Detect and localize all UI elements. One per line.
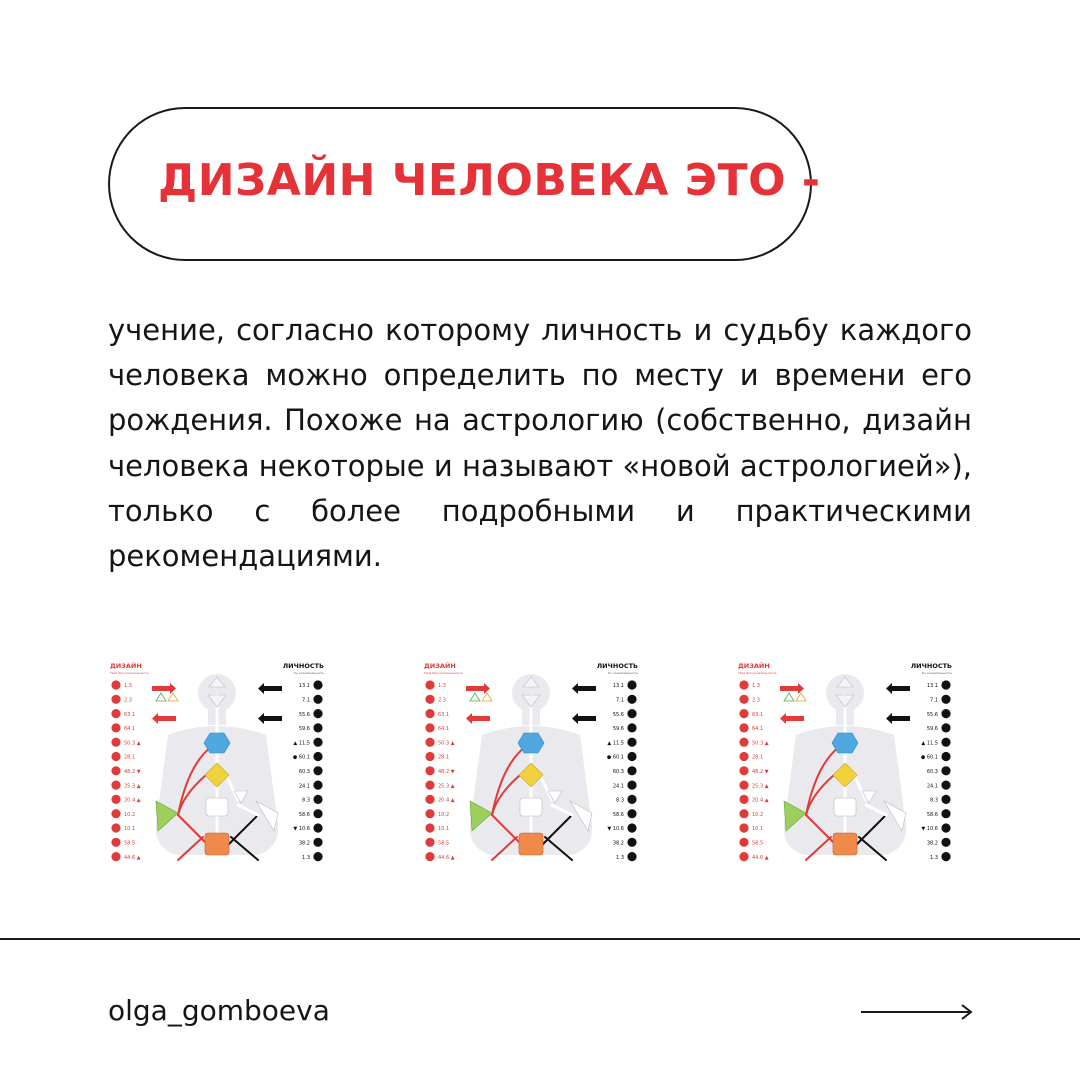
design-planet-icon [739, 823, 748, 832]
personality-planet-icon [313, 695, 322, 704]
design-gate-value: 10.2 [438, 811, 450, 818]
personality-planet-icon [941, 738, 950, 747]
triangle-icon [168, 693, 178, 701]
personality-planet-icon [313, 795, 322, 804]
design-planet-icon [739, 838, 748, 847]
design-arrow-icon [780, 683, 804, 694]
design-planet-icon [739, 795, 748, 804]
design-heading: ДИЗАЙН [110, 662, 142, 670]
design-planet-icon [111, 823, 120, 832]
personality-arrow-icon [886, 683, 910, 694]
design-gate-value: 10.1 [752, 826, 764, 833]
personality-planet-icon [941, 781, 950, 790]
personality-planet-icon [627, 695, 636, 704]
arrow-right-icon[interactable] [860, 1000, 974, 1024]
personality-gate-value: ▼ 10.6 [607, 826, 624, 833]
design-planet-icon [425, 809, 434, 818]
personality-planet-icon [941, 766, 950, 775]
bodygraph-chart [108, 655, 326, 870]
design-planet-icon [111, 795, 120, 804]
personality-planet-icon [941, 838, 950, 847]
personality-planet-icon [627, 723, 636, 732]
personality-gate-value: 38.2 [926, 840, 938, 847]
design-planet-icon [739, 738, 748, 747]
personality-gate-value: 8.3 [616, 797, 624, 804]
personality-gate-value: 58.6 [612, 811, 624, 818]
personality-gate-value: ▲ 11.5 [293, 740, 310, 747]
design-gate-value: 58.5 [438, 840, 450, 847]
design-planet-icon [111, 680, 120, 689]
personality-gate-value: 8.3 [930, 797, 938, 804]
design-heading: ДИЗАЙН [424, 662, 456, 670]
personality-gate-value: 13.1 [926, 683, 938, 690]
personality-arrow-icon [572, 683, 596, 694]
design-planet-icon [425, 738, 434, 747]
personality-gate-value: 59.6 [612, 726, 624, 733]
design-gate-value: 20.4 ▲ [752, 797, 769, 804]
design-planet-icon [739, 695, 748, 704]
personality-planet-icon [313, 752, 322, 761]
personality-gate-value: 59.6 [926, 726, 938, 733]
personality-gate-value: 55.6 [298, 711, 310, 718]
design-planet-icon [425, 766, 434, 775]
design-planet-icon [425, 695, 434, 704]
root-middle-center [520, 798, 542, 816]
bodygraph-chart [422, 655, 640, 870]
root-center [519, 833, 543, 855]
personality-planet-icon [941, 680, 950, 689]
design-gate-value: 44.6 ▲ [124, 854, 141, 861]
description-text: учение, согласно которому личность и судьбу каждого человека можно определить по месту и времени его рождения. Похоже на астрологию (собственно, дизайн человека некоторые и называют «новой астрологией»), только с более подробными и практическими рекомендациями. [108, 313, 972, 574]
design-gate-value: 58.5 [124, 840, 136, 847]
personality-gate-value: 59.6 [298, 726, 310, 733]
personality-planet-icon [313, 823, 322, 832]
personality-planet-icon [627, 709, 636, 718]
design-planet-icon [739, 852, 748, 861]
design-planet-icon [425, 852, 434, 861]
design-planet-icon [111, 738, 120, 747]
design-arrow-icon [152, 683, 176, 694]
personality-gate-value: 24.1 [612, 783, 624, 790]
bodygraph-chart [736, 655, 954, 870]
personality-gate-value: 8.3 [302, 797, 310, 804]
personality-gate-value: 7.1 [616, 697, 624, 704]
design-planet-icon [739, 723, 748, 732]
personality-gate-value: 7.1 [930, 697, 938, 704]
design-planet-icon [425, 838, 434, 847]
design-gate-value: 20.4 ▲ [438, 797, 455, 804]
design-gate-value: 28.1 [438, 754, 450, 761]
design-gate-value: 28.1 [124, 754, 136, 761]
personality-gate-value: 55.6 [612, 711, 624, 718]
design-planet-icon [111, 838, 120, 847]
design-planet-icon [739, 781, 748, 790]
personality-heading: ЛИЧНОСТЬ [596, 662, 638, 670]
personality-gate-value: ▼ 10.6 [921, 826, 938, 833]
footer-divider [0, 938, 1080, 940]
design-gate-value: 10.1 [438, 826, 450, 833]
personality-arrow-icon [572, 713, 596, 724]
personality-planet-icon [941, 795, 950, 804]
design-gate-value: 10.1 [124, 826, 136, 833]
triangle-icon [156, 693, 166, 701]
personality-planet-icon [627, 852, 636, 861]
personality-planet-icon [941, 709, 950, 718]
design-gate-value: 25.3 ▲ [438, 783, 455, 790]
design-subheading: Твоя бессознательность [424, 671, 463, 675]
design-gate-value: 2.3 [438, 697, 446, 704]
design-gate-value: 50.3 ▲ [124, 740, 141, 747]
design-gate-value: 1.3 [438, 683, 446, 690]
throat-center [832, 733, 858, 753]
design-planet-icon [425, 781, 434, 790]
design-planet-icon [425, 752, 434, 761]
throat-center [518, 733, 544, 753]
personality-planet-icon [313, 809, 322, 818]
root-center [205, 833, 229, 855]
design-planet-icon [111, 709, 120, 718]
personality-planet-icon [941, 695, 950, 704]
design-planet-icon [425, 680, 434, 689]
personality-planet-icon [941, 752, 950, 761]
design-gate-value: 2.3 [752, 697, 760, 704]
design-planet-icon [111, 809, 120, 818]
personality-gate-value: 7.1 [302, 697, 310, 704]
triangle-icon [784, 693, 794, 701]
design-arrow-icon [466, 713, 490, 724]
personality-planet-icon [313, 738, 322, 747]
design-gate-value: 63.1 [752, 711, 764, 718]
design-gate-value: 25.3 ▲ [752, 783, 769, 790]
personality-subheading: Ты сознательность [293, 671, 324, 675]
personality-planet-icon [313, 766, 322, 775]
design-heading: ДИЗАЙН [738, 662, 770, 670]
personality-gate-value: 58.6 [926, 811, 938, 818]
design-gate-value: 1.3 [124, 683, 132, 690]
throat-center [204, 733, 230, 753]
page-title: ДИЗАЙН ЧЕЛОВЕКА ЭТО - [158, 155, 821, 206]
design-planet-icon [425, 709, 434, 718]
design-gate-value: 64.1 [124, 726, 136, 733]
design-gate-value: 1.3 [752, 683, 760, 690]
design-gate-value: 58.5 [752, 840, 764, 847]
personality-planet-icon [627, 766, 636, 775]
design-arrow-icon [780, 713, 804, 724]
personality-subheading: Ты сознательность [921, 671, 952, 675]
personality-planet-icon [627, 838, 636, 847]
triangle-icon [482, 693, 492, 701]
personality-planet-icon [313, 680, 322, 689]
design-planet-icon [111, 752, 120, 761]
design-planet-icon [425, 823, 434, 832]
design-planet-icon [111, 852, 120, 861]
design-arrow-icon [466, 683, 490, 694]
design-planet-icon [739, 752, 748, 761]
personality-gate-value: 1.3 [302, 854, 310, 861]
personality-gate-value: ▲ 11.5 [607, 740, 624, 747]
author-handle: olga_gomboeva [108, 994, 330, 1027]
root-middle-center [206, 798, 228, 816]
bodygraph-row [108, 655, 972, 870]
triangle-icon [796, 693, 806, 701]
design-gate-value: 64.1 [752, 726, 764, 733]
personality-gate-value: ▲ 11.5 [921, 740, 938, 747]
personality-planet-icon [313, 781, 322, 790]
design-gate-value: 48.2 ▼ [438, 769, 455, 775]
personality-planet-icon [627, 738, 636, 747]
personality-heading: ЛИЧНОСТЬ [282, 662, 324, 670]
bodygraph-image [108, 655, 326, 870]
personality-planet-icon [941, 809, 950, 818]
design-subheading: Твоя бессознательность [110, 671, 149, 675]
design-gate-value: 28.1 [752, 754, 764, 761]
root-middle-center [834, 798, 856, 816]
personality-planet-icon [313, 838, 322, 847]
design-gate-value: 10.2 [752, 811, 764, 818]
personality-gate-value: 24.1 [926, 783, 938, 790]
personality-subheading: Ты сознательность [607, 671, 638, 675]
personality-gate-value: 24.1 [298, 783, 310, 790]
personality-planet-icon [627, 809, 636, 818]
personality-arrow-icon [258, 713, 282, 724]
design-gate-value: 50.3 ▲ [438, 740, 455, 747]
personality-gate-value: 55.6 [926, 711, 938, 718]
personality-gate-value: 1.3 [616, 854, 624, 861]
design-gate-value: 20.4 ▲ [124, 797, 141, 804]
bodygraph-image [422, 655, 640, 870]
design-gate-value: 64.1 [438, 726, 450, 733]
design-planet-icon [739, 709, 748, 718]
design-gate-value: 25.3 ▲ [124, 783, 141, 790]
personality-heading: ЛИЧНОСТЬ [910, 662, 952, 670]
design-gate-value: 44.6 ▲ [752, 854, 769, 861]
personality-planet-icon [313, 852, 322, 861]
personality-gate-value: 1.3 [930, 854, 938, 861]
design-gate-value: 48.2 ▼ [124, 769, 141, 775]
personality-gate-value: 58.6 [298, 811, 310, 818]
personality-gate-value: 38.2 [612, 840, 624, 847]
design-planet-icon [111, 695, 120, 704]
personality-gate-value: 13.1 [298, 683, 310, 690]
design-gate-value: 63.1 [438, 711, 450, 718]
personality-arrow-icon [258, 683, 282, 694]
design-planet-icon [739, 766, 748, 775]
personality-gate-value: ● 60.1 [606, 754, 624, 761]
design-subheading: Твоя бессознательность [738, 671, 777, 675]
design-planet-icon [739, 680, 748, 689]
title-pill [108, 107, 821, 261]
personality-gate-value: 60.3 [926, 769, 938, 775]
personality-planet-icon [627, 795, 636, 804]
personality-arrow-icon [886, 713, 910, 724]
personality-gate-value: ▼ 10.6 [293, 826, 310, 833]
design-planet-icon [111, 766, 120, 775]
design-planet-icon [739, 809, 748, 818]
personality-planet-icon [313, 709, 322, 718]
personality-gate-value: 38.2 [298, 840, 310, 847]
design-planet-icon [425, 795, 434, 804]
design-gate-value: 63.1 [124, 711, 136, 718]
design-gate-value: 10.2 [124, 811, 136, 818]
personality-planet-icon [627, 680, 636, 689]
root-center [833, 833, 857, 855]
triangle-icon [470, 693, 480, 701]
design-planet-icon [111, 723, 120, 732]
personality-planet-icon [627, 823, 636, 832]
personality-gate-value: ● 60.1 [292, 754, 310, 761]
personality-planet-icon [627, 781, 636, 790]
personality-planet-icon [313, 723, 322, 732]
bodygraph-image [736, 655, 954, 870]
personality-planet-icon [941, 723, 950, 732]
personality-gate-value: 60.3 [298, 769, 310, 775]
design-planet-icon [111, 781, 120, 790]
design-gate-value: 50.3 ▲ [752, 740, 769, 747]
design-gate-value: 2.3 [124, 697, 132, 704]
personality-gate-value: 60.3 [612, 769, 624, 775]
personality-gate-value: 13.1 [612, 683, 624, 690]
design-gate-value: 48.2 ▼ [752, 769, 769, 775]
personality-planet-icon [627, 752, 636, 761]
design-planet-icon [425, 723, 434, 732]
design-gate-value: 44.6 ▲ [438, 854, 455, 861]
personality-planet-icon [941, 852, 950, 861]
personality-planet-icon [941, 823, 950, 832]
design-arrow-icon [152, 713, 176, 724]
personality-gate-value: ● 60.1 [920, 754, 938, 761]
